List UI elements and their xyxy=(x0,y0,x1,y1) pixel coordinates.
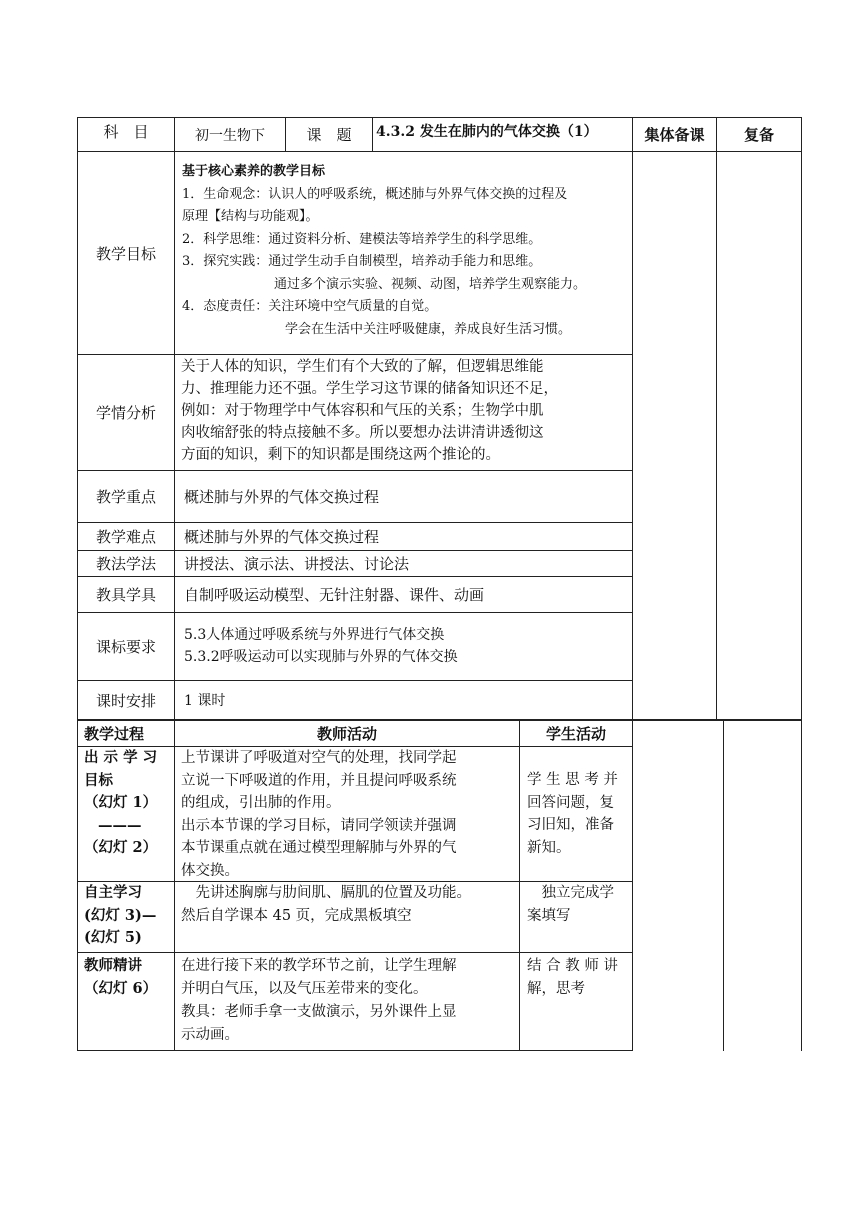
subject-value: 初一生物下 xyxy=(195,127,265,144)
tools-value: 自制呼吸运动模型、无针注射器、课件、动画 xyxy=(184,586,485,604)
step-stage: 自主学习 (幻灯 3)— (幻灯 5) xyxy=(84,884,157,946)
table-border xyxy=(632,720,633,1051)
analysis-line: 力、推理能力还不强。学生学习这节课的储备知识还不足， xyxy=(181,381,558,397)
table-border xyxy=(632,117,633,720)
methods-value: 讲授法、演示法、讲授法、讨论法 xyxy=(184,555,410,573)
table-border xyxy=(174,117,175,720)
table-border xyxy=(801,117,802,720)
standard-line: 5.3.2呼吸运动可以实现肺与外界的气体交换 xyxy=(184,649,458,665)
review-header: 复备 xyxy=(743,126,774,144)
goal-line: 4．态度责任：关注环境中空气质量的自觉。 xyxy=(182,299,438,314)
table-border xyxy=(77,952,632,953)
analysis-content xyxy=(181,356,631,466)
step-stage: 教师精讲 （幻灯 6） xyxy=(84,957,158,997)
hours-label: 课时安排 xyxy=(95,691,156,710)
table-border xyxy=(723,720,724,1051)
standards-content xyxy=(184,624,630,668)
process-header: 教学过程 xyxy=(84,725,145,743)
goal-line: 3．探究实践：通过学生动手自制模型，培养动手能力和思维。 xyxy=(182,254,542,269)
table-border xyxy=(801,720,802,1051)
goals-title: 基于核心素养的教学目标 xyxy=(182,164,326,179)
step-stage: 出 示 学 习 目标 （幻灯 1） ——— （幻灯 2） xyxy=(84,749,158,856)
analysis-line: 关于人体的知识，学生们有个大致的了解，但逻辑思维能 xyxy=(181,359,544,375)
goals-content xyxy=(182,161,630,341)
student-activity-header: 学生活动 xyxy=(545,725,606,743)
goal-line: 通过多个演示实验、视频、动图，培养学生观察能力。 xyxy=(274,276,587,292)
subject-label: 科 目 xyxy=(103,123,149,141)
analysis-line: 肉收缩舒张的特点接触不多。所以要想办法讲清讲透彻这 xyxy=(181,425,544,441)
step-teacher-activity: 在进行接下来的教学环节之前，让学生理解 并明白气压，以及气压差带来的变化。 教具：老师手拿一支做演示，另外课件上显 示动画。 xyxy=(181,958,457,1043)
table-border xyxy=(77,1050,632,1051)
difficulty-label: 教学难点 xyxy=(95,528,156,546)
standards-label: 课标要求 xyxy=(95,638,156,656)
step-teacher-activity: 上节课讲了呼吸道对空气的处理，找同学起 立说一下呼吸道的作用，并且提问呼吸系统 的组成，引出肺的作用。 出示本节课的学习目标，请同学领读并强调 本节课重点就在通过模型理解肺与外界的气 体交换。 xyxy=(181,750,457,879)
difficulty-value: 概述肺与外界的气体交换过程 xyxy=(184,528,380,546)
table-border xyxy=(77,720,78,1051)
standard-line: 5.3人体通过呼吸系统与外界进行气体交换 xyxy=(184,627,445,643)
teacher-activity-header: 教师活动 xyxy=(316,725,377,743)
goal-line: 2．科学思维：通过资料分析、建模法等培养学生的科学思维。 xyxy=(182,231,542,247)
table-border xyxy=(716,117,717,720)
methods-label: 教法学法 xyxy=(95,555,156,573)
analysis-line: 例如：对于物理学中气体容积和气压的关系；生物学中肌 xyxy=(181,403,544,419)
topic-value: 4.3.2 发生在肺内的气体交换（1） xyxy=(376,123,598,140)
analysis-line: 方面的知识，剩下的知识都是围绕这两个推论的。 xyxy=(181,447,500,463)
table-border xyxy=(372,117,373,151)
goal-line: 学会在生活中关注呼吸健康，养成良好生活习惯。 xyxy=(285,321,572,337)
step-teacher-activity: 先讲述胸廓与肋间肌、膈肌的位置及功能。 然后自学课本 45 页，完成黑板填空 xyxy=(181,885,471,924)
hours-value: 1 课时 xyxy=(184,693,226,709)
table-border xyxy=(77,151,802,152)
key-point-value: 概述肺与外界的气体交换过程 xyxy=(184,488,380,506)
table-border xyxy=(174,720,175,1051)
analysis-label: 学情分析 xyxy=(95,404,156,422)
key-point-label: 教学重点 xyxy=(95,488,156,506)
goal-line: 1．生命观念：认识人的呼吸系统，概述肺与外界气体交换的过程及 xyxy=(182,186,568,202)
topic-label: 课 题 xyxy=(306,126,352,144)
goal-line: 原理【结构与功能观】。 xyxy=(182,209,319,224)
table-border xyxy=(519,720,520,1051)
goals-label: 教学目标 xyxy=(95,244,156,263)
group-prep-header: 集体备课 xyxy=(644,126,705,144)
step-student-activity: 学 生 思 考 并 回答问题，复 习旧知，准备 新知。 xyxy=(527,772,618,856)
step-student-activity: 独立完成学 案填写 xyxy=(527,885,614,924)
tools-label: 教具学具 xyxy=(95,586,156,604)
step-student-activity: 结 合 教 师 讲 解，思考 xyxy=(527,958,618,997)
